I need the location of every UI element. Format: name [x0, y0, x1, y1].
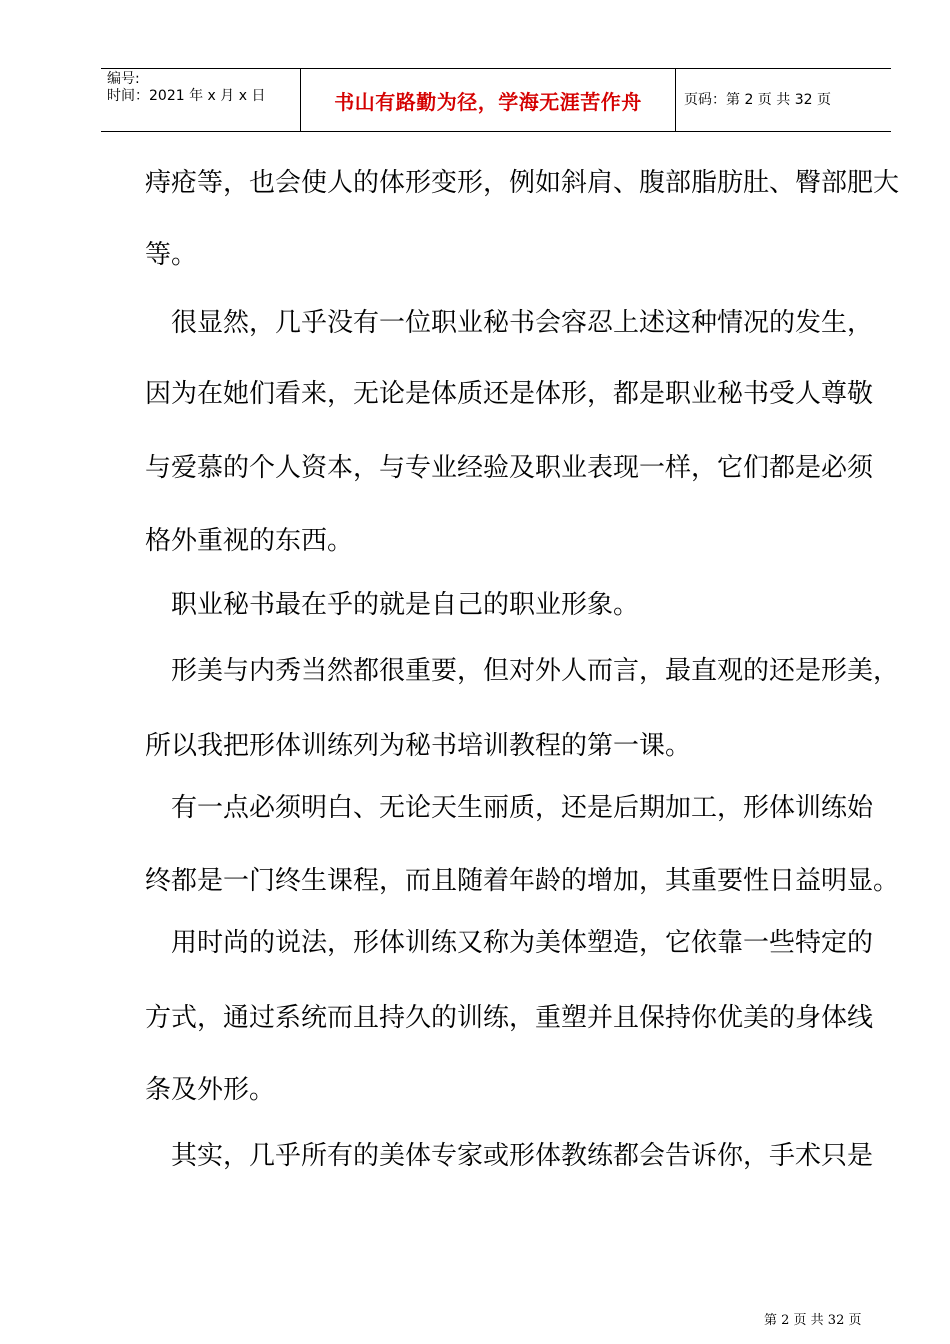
header-page-code: 页码：第 2 页 共 32 页 — [684, 91, 831, 108]
body-line: 形美与内秀当然都很重要，但对外人而言，最直观的还是形美， — [145, 656, 900, 686]
body-line: 因为在她们看来，无论是体质还是体形，都是职业秘书受人尊敬 — [145, 379, 874, 409]
number-label: 编号: — [107, 71, 140, 87]
body-line: 等。 — [145, 240, 198, 270]
body-line: 很显然，几乎没有一位职业秘书会容忍上述这种情况的发生， — [145, 308, 874, 338]
header-meta — [101, 69, 301, 131]
body-line: 用时尚的说法，形体训练又称为美体塑造，它依靠一些特定的 — [145, 928, 874, 958]
page-header — [101, 68, 891, 132]
body-line: 与爱慕的个人资本，与专业经验及职业表现一样，它们都是必须 — [145, 453, 874, 483]
body-line: 痔疮等，也会使人的体形变形，例如斜肩、腹部脂肪肚、臀部肥大 — [145, 168, 900, 198]
body-line: 终都是一门终生课程，而且随着年龄的增加，其重要性日益明显。 — [145, 866, 900, 896]
header-motto: 书山有路勤为径，学海无涯苦作舟 — [334, 89, 642, 114]
body-line: 职业秘书最在乎的就是自己的职业形象。 — [145, 590, 640, 620]
body-line: 所以我把形体训练列为秘书培训教程的第一课。 — [145, 731, 692, 761]
body-line: 格外重视的东西。 — [145, 526, 354, 556]
body-line: 条及外形。 — [145, 1075, 276, 1105]
body-line: 有一点必须明白、无论天生丽质，还是后期加工，形体训练始 — [145, 793, 874, 823]
header-motto-cell — [301, 69, 676, 131]
header-page-cell — [676, 69, 891, 131]
time-label: 时间：2021 年 x 月 x 日 — [107, 88, 266, 104]
page-footer: 第 2 页 共 32 页 — [764, 1313, 862, 1328]
body-line: 其实，几乎所有的美体专家或形体教练都会告诉你，手术只是 — [145, 1141, 874, 1171]
body-line: 方式，通过系统而且持久的训练，重塑并且保持你优美的身体线 — [145, 1003, 874, 1033]
